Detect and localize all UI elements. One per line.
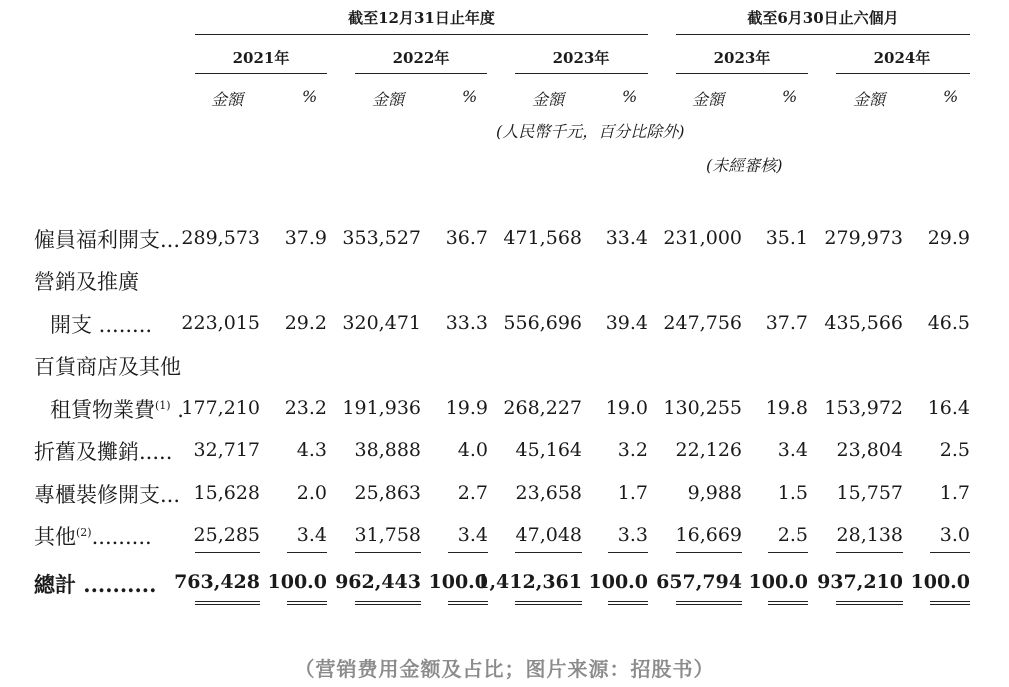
- cell-pct-2024-h1: 1.7: [939, 482, 970, 504]
- cell-amount-2023-h1: 247,756: [663, 312, 742, 334]
- cell-amount-2023: 556,696: [503, 312, 582, 334]
- unit-note: (人民幣千元，百分比除外): [496, 122, 685, 141]
- subtotal-rule-2023-pct: [608, 552, 648, 553]
- fiscal-year-group-rule: [195, 34, 648, 35]
- cell-pct-2024-h1: 46.5: [927, 312, 970, 334]
- cell-pct-2023: 39.4: [605, 312, 648, 334]
- subtotal-rule-2023h1-pct: [768, 552, 808, 553]
- row-label-depreciation: 折舊及攤銷.....: [34, 440, 173, 464]
- cell-amount-2021: 763,428: [174, 571, 260, 593]
- cell-amount-2023: 471,568: [503, 227, 582, 249]
- cell-pct-2023: 1.7: [617, 482, 648, 504]
- cell-pct-2024-h1: 100.0: [910, 571, 970, 593]
- cell-pct-2022: 3.4: [457, 524, 488, 546]
- total-double-rule-2022-pct: [448, 601, 488, 605]
- cell-amount-2023-h1: 16,669: [675, 524, 742, 546]
- cell-pct-2023-h1: 19.8: [765, 397, 808, 419]
- total-double-rule-2021-amt: [195, 601, 260, 605]
- cell-pct-2021: 2.0: [296, 482, 327, 504]
- fiscal-year-group-title: 截至12月31日止年度: [348, 9, 495, 27]
- cell-pct-2023-h1: 35.1: [765, 227, 808, 249]
- cell-pct-2022: 33.3: [445, 312, 488, 334]
- cell-amount-2021: 32,717: [193, 439, 260, 461]
- cell-pct-2022: 100.0: [428, 571, 488, 593]
- total-double-rule-2023-pct: [608, 601, 648, 605]
- cell-pct-2024-h1: 2.5: [939, 439, 970, 461]
- cell-amount-2023-h1: 22,126: [675, 439, 742, 461]
- subtotal-rule-2022-pct: [448, 552, 488, 553]
- cell-pct-2022: 2.7: [457, 482, 488, 504]
- cell-amount-2024-h1: 279,973: [824, 227, 903, 249]
- cell-amount-2023-h1: 657,794: [656, 571, 742, 593]
- cell-amount-2021: 223,015: [181, 312, 260, 334]
- cell-amount-2023-h1: 130,255: [663, 397, 742, 419]
- row-label-employee-benefits: 僱員福利開支...: [34, 228, 181, 252]
- subtotal-rule-2024h1-amt: [836, 552, 903, 553]
- six-month-group-title: 截至6月30日止六個月: [747, 9, 899, 27]
- total-double-rule-2023h1-amt: [676, 601, 742, 605]
- unaudited-note: (未經審核): [706, 156, 783, 175]
- cell-amount-2022: 191,936: [342, 397, 421, 419]
- cell-amount-2022: 25,863: [354, 482, 421, 504]
- footnote-marker-2: (2): [76, 526, 92, 539]
- amount-header-2023: 金額: [532, 90, 565, 109]
- cell-amount-2024-h1: 15,757: [836, 482, 903, 504]
- row-label-total: 總計 ..........: [34, 572, 157, 597]
- pct-header-2021: %: [302, 87, 318, 106]
- cell-amount-2023: 23,658: [515, 482, 582, 504]
- rent-label-dots: .: [170, 398, 184, 422]
- cell-amount-2022: 962,443: [335, 571, 421, 593]
- pct-header-2024-h1: %: [943, 87, 959, 106]
- cell-pct-2024-h1: 16.4: [927, 397, 970, 419]
- cell-amount-2024-h1: 153,972: [824, 397, 903, 419]
- cell-amount-2023: 268,227: [503, 397, 582, 419]
- cell-pct-2023: 3.3: [617, 524, 648, 546]
- year-rule-2022: [355, 73, 487, 74]
- total-double-rule-2024h1-pct: [930, 601, 970, 605]
- amount-header-2022: 金額: [372, 90, 405, 109]
- cell-pct-2021: 29.2: [284, 312, 327, 334]
- cell-amount-2023: 1,412,361: [476, 571, 582, 593]
- amount-header-2021: 金額: [211, 90, 244, 109]
- cell-amount-2021: 15,628: [193, 482, 260, 504]
- subtotal-rule-2024h1-pct: [930, 552, 970, 553]
- cell-pct-2023-h1: 3.4: [777, 439, 808, 461]
- cell-pct-2022: 36.7: [445, 227, 488, 249]
- cell-pct-2021: 4.3: [296, 439, 327, 461]
- cell-pct-2021: 37.9: [284, 227, 327, 249]
- subtotal-rule-2021-amt: [195, 552, 260, 553]
- cell-pct-2023-h1: 37.7: [765, 312, 808, 334]
- year-rule-2021: [195, 73, 327, 74]
- cell-pct-2023-h1: 100.0: [748, 571, 808, 593]
- year-header-2021: 2021年: [232, 49, 290, 67]
- cell-pct-2023-h1: 1.5: [777, 482, 808, 504]
- subtotal-rule-2023h1-amt: [676, 552, 742, 553]
- total-double-rule-2024h1-amt: [836, 601, 903, 605]
- others-label-text: 其他: [34, 525, 76, 549]
- cell-amount-2024-h1: 23,804: [836, 439, 903, 461]
- year-header-2022: 2022年: [392, 49, 450, 67]
- row-label-counter-renovation: 專櫃裝修開支...: [34, 483, 181, 507]
- amount-header-2023-h1: 金額: [692, 90, 725, 109]
- row-label-rent-line1: 百貨商店及其他: [34, 355, 181, 379]
- six-month-group-rule: [676, 34, 970, 35]
- cell-amount-2021: 25,285: [193, 524, 260, 546]
- cell-pct-2022: 19.9: [445, 397, 488, 419]
- cell-amount-2021: 177,210: [181, 397, 260, 419]
- amount-header-2024-h1: 金額: [853, 90, 886, 109]
- cell-pct-2021: 100.0: [267, 571, 327, 593]
- footnote-marker-1: (1): [155, 399, 171, 412]
- cell-amount-2023-h1: 231,000: [663, 227, 742, 249]
- cell-pct-2024-h1: 29.9: [927, 227, 970, 249]
- cell-amount-2024-h1: 435,566: [824, 312, 903, 334]
- cell-pct-2021: 3.4: [296, 524, 327, 546]
- total-double-rule-2022-amt: [355, 601, 421, 605]
- cell-pct-2022: 4.0: [457, 439, 488, 461]
- rent-label-text: 租賃物業費: [50, 398, 155, 422]
- total-double-rule-2023-amt: [515, 601, 582, 605]
- cell-pct-2021: 23.2: [284, 397, 327, 419]
- row-label-marketing-line1: 營銷及推廣: [34, 270, 139, 294]
- cell-pct-2024-h1: 3.0: [939, 524, 970, 546]
- pct-header-2023-h1: %: [782, 87, 798, 106]
- subtotal-rule-2022-amt: [355, 552, 421, 553]
- total-double-rule-2021-pct: [287, 601, 327, 605]
- cell-amount-2023-h1: 9,988: [687, 482, 742, 504]
- row-label-rent-line2: [50, 394, 184, 424]
- year-rule-2023: [515, 73, 648, 74]
- year-rule-2023-h1: [676, 73, 808, 74]
- cell-amount-2022: 38,888: [354, 439, 421, 461]
- year-header-2024-h1: 2024年: [873, 49, 931, 67]
- year-rule-2024-h1: [836, 73, 970, 74]
- year-header-2023-h1: 2023年: [713, 49, 771, 67]
- cell-amount-2021: 289,573: [181, 227, 260, 249]
- total-double-rule-2023h1-pct: [768, 601, 808, 605]
- others-label-dots: .........: [91, 525, 152, 549]
- image-caption: （营销费用金额及占比；图片来源：招股书）: [294, 657, 715, 681]
- year-header-2023: 2023年: [552, 49, 610, 67]
- cell-amount-2022: 31,758: [354, 524, 421, 546]
- cell-amount-2022: 353,527: [342, 227, 421, 249]
- cell-pct-2023: 19.0: [605, 397, 648, 419]
- cell-amount-2023: 45,164: [515, 439, 582, 461]
- row-label-others: [34, 521, 152, 551]
- cell-pct-2023: 3.2: [617, 439, 648, 461]
- cell-amount-2023: 47,048: [515, 524, 582, 546]
- cell-pct-2023-h1: 2.5: [777, 524, 808, 546]
- subtotal-rule-2021-pct: [287, 552, 327, 553]
- row-label-marketing-line2: 開支 ........: [50, 313, 153, 337]
- cell-pct-2023: 33.4: [605, 227, 648, 249]
- pct-header-2022: %: [462, 87, 478, 106]
- cell-amount-2024-h1: 28,138: [836, 524, 903, 546]
- cell-amount-2024-h1: 937,210: [817, 571, 903, 593]
- cell-amount-2022: 320,471: [342, 312, 421, 334]
- pct-header-2023: %: [622, 87, 638, 106]
- subtotal-rule-2023-amt: [515, 552, 582, 553]
- cell-pct-2023: 100.0: [588, 571, 648, 593]
